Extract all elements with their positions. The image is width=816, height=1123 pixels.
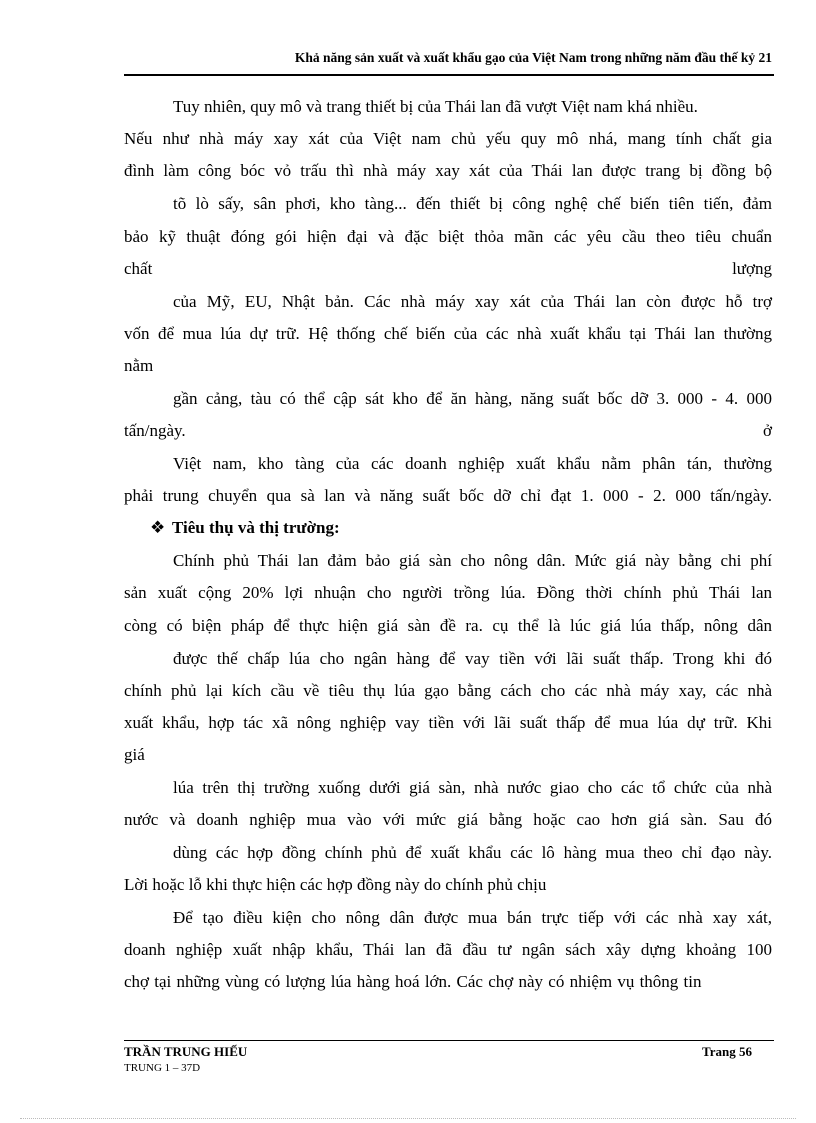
text-line: đình làm công bóc vỏ trấu thì nhà máy xay xát của Thái lan được trang bị đồng bộ — [124, 161, 772, 180]
diamond-bullet-icon: ❖ — [150, 518, 166, 537]
text-line: gần cảng, tàu có thể cập sát kho để ăn hàng, năng suất bốc dỡ 3. 000 - 4. 000 — [173, 389, 772, 408]
text-line: Nếu như nhà máy xay xát của Việt nam chủ yếu quy mô nhá, mang tính chất gia — [124, 129, 772, 148]
document-title: Khả năng sản xuất và xuất khẩu gạo của Việt Nam trong những năm đầu thế kỷ 21 — [294, 50, 772, 65]
text-line: của Mỹ, EU, Nhật bản. Các nhà máy xay xát của Thái lan còn được hỗ trợ — [173, 292, 772, 311]
text-line: nằm — [124, 356, 154, 375]
text-line: phải trung chuyển qua sà lan và năng suất bốc dỡ chỉ đạt 1. 000 - 2. 000 tấn/ngày. — [124, 486, 772, 505]
class-code: TRUNG 1 – 37D — [124, 1062, 201, 1074]
page-bottom-dotted-border — [20, 1118, 796, 1119]
text-line: dùng các hợp đồng chính phủ để xuất khẩu các lô hàng mua theo chỉ đạo này. — [173, 843, 772, 862]
author-name: TRẦN TRUNG HIẾU — [124, 1044, 248, 1059]
text-line: nước và doanh nghiệp mua vào với mức giá bằng hoặc cao hơn giá sàn. Sau đó — [124, 810, 772, 829]
text-line: giá — [124, 745, 145, 764]
text-line: Việt nam, kho tàng của các doanh nghiệp xuất khẩu nằm phân tán, thường — [173, 454, 772, 473]
page-number: Trang 56 — [702, 1044, 752, 1059]
text-line: xuất khẩu, hợp tác xã nông nghiệp vay tiền với lãi suất thấp để mua lúa dự trữ. Khi — [124, 713, 772, 732]
section-heading — [150, 518, 340, 538]
text-line: chất lượng — [124, 259, 772, 278]
text-line: còng có biện pháp để thực hiện giá sàn đề ra. cụ thể là lúc giá lúa thấp, nông dân — [124, 616, 772, 635]
text-line: bảo kỹ thuật đóng gói hiện đại và đặc biệt thỏa mãn các yêu cầu theo tiêu chuẩn — [124, 227, 772, 246]
text-line: chính phủ lại kích cầu về tiêu thụ lúa gạo bằng cách cho các nhà máy xay, các nhà — [124, 681, 772, 700]
header-divider — [124, 74, 774, 76]
text-line: tấn/ngày. ở — [124, 421, 772, 440]
text-line: Chính phủ Thái lan đảm bảo giá sàn cho nông dân. Mức giá này bằng chi phí — [173, 551, 772, 570]
text-line: Lời hoặc lỗ khi thực hiện các hợp đồng này do chính phủ chịu — [124, 875, 547, 894]
text-line: Tuy nhiên, quy mô và trang thiết bị của Thái lan đã vượt Việt nam khá nhiều. — [173, 97, 698, 116]
text-line: được thế chấp lúa cho ngân hàng để vay tiền với lãi suất thấp. Trong khi đó — [173, 649, 772, 668]
text-line: Để tạo điều kiện cho nông dân được mua bán trực tiếp với các nhà xay xát, — [173, 908, 772, 927]
section-heading-text: Tiêu thụ và thị trường: — [172, 518, 340, 537]
text-line: sản xuất cộng 20% lợi nhuận cho người trồng lúa. Đồng thời chính phủ Thái lan — [124, 583, 772, 602]
text-line: vốn để mua lúa dự trữ. Hệ thống chế biến của các nhà xuất khẩu tại Thái lan thường — [124, 324, 772, 343]
footer-divider — [124, 1040, 774, 1041]
text-line: lúa trên thị trường xuống dưới giá sàn, nhà nước giao cho các tổ chức của nhà — [173, 778, 772, 797]
text-line: tõ lò sấy, sân phơi, kho tàng... đến thiết bị công nghệ chế biến tiên tiến, đảm — [173, 194, 772, 213]
text-line: doanh nghiệp xuất nhập khẩu, Thái lan đã đầu tư ngân sách xây dựng khoảng 100 — [124, 940, 772, 959]
text-line: chợ tại những vùng có lượng lúa hàng hoá lớn. Các chợ này có nhiệm vụ thông tin — [124, 972, 702, 991]
